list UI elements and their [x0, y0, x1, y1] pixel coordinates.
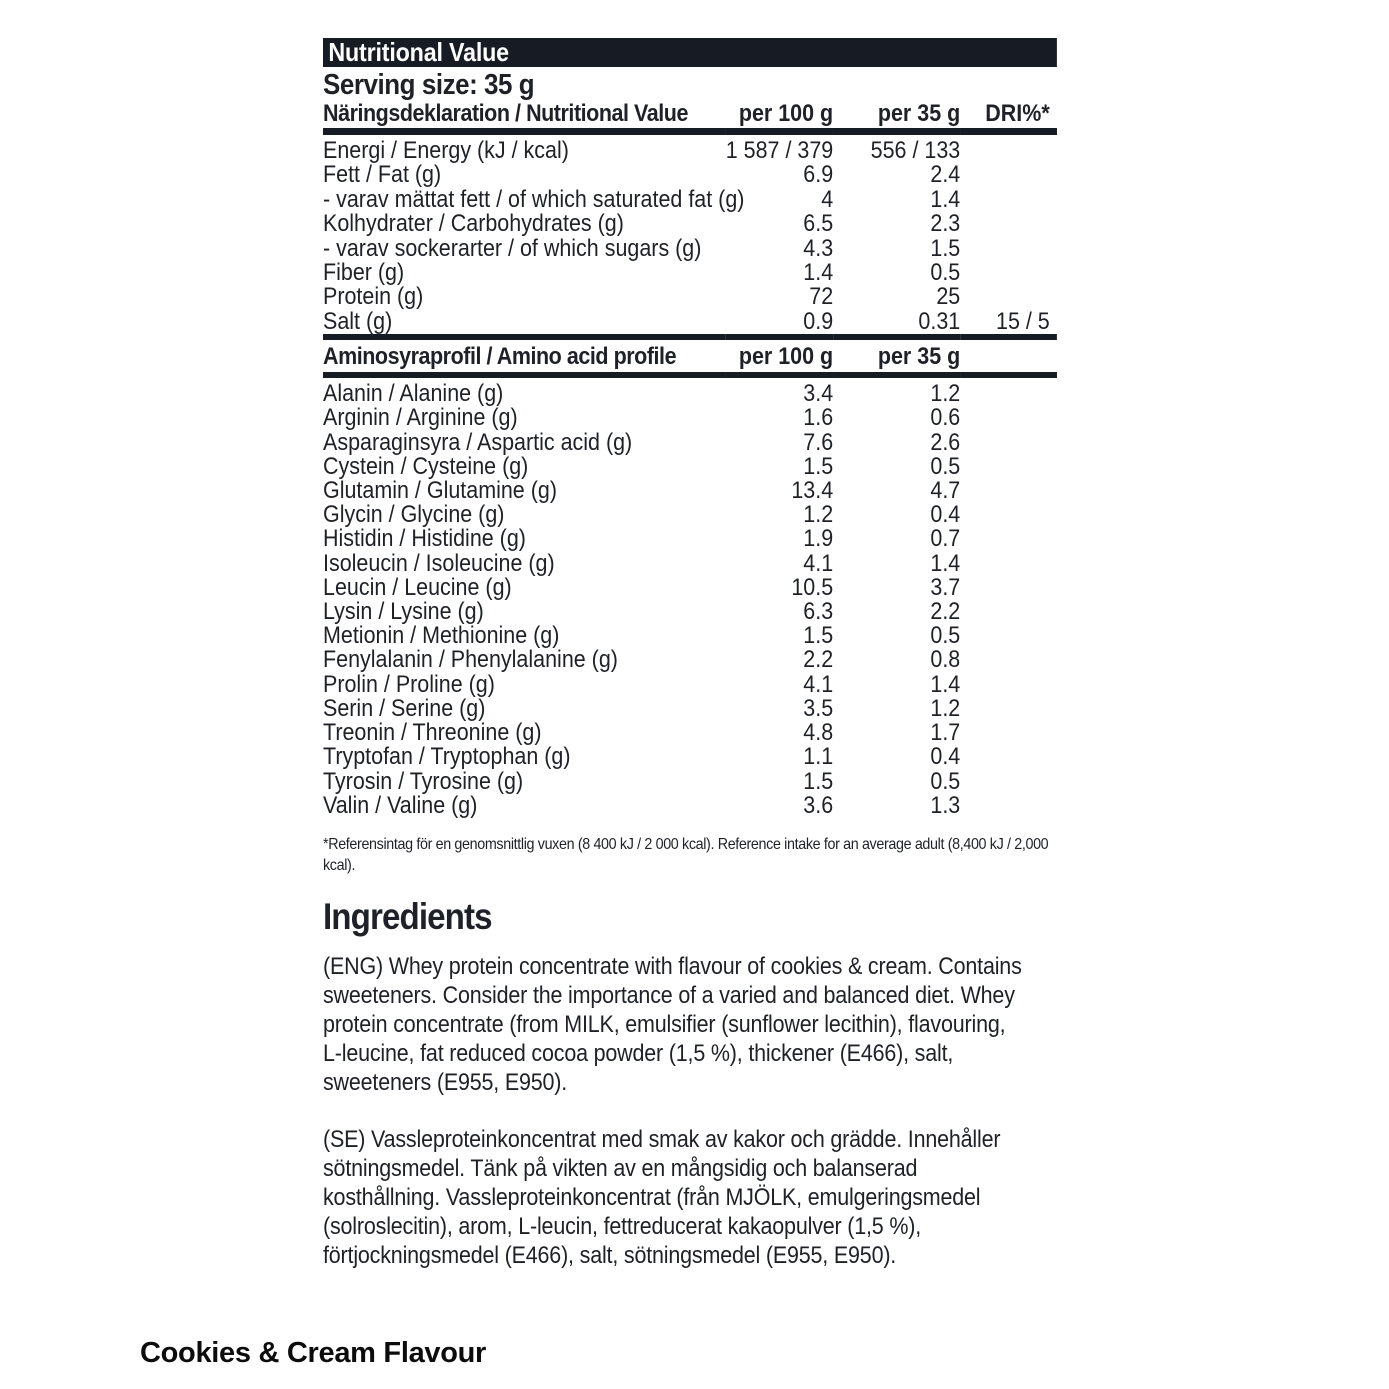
per35-value: 1.7	[930, 719, 961, 747]
table-row	[323, 794, 1057, 818]
dri-value	[960, 212, 1057, 236]
per35-value: 0.4	[930, 501, 961, 529]
table-row	[323, 576, 1057, 600]
per100-value: 4.3	[803, 234, 834, 262]
row-label: Glycin / Glycine (g)	[323, 501, 505, 529]
per35-value: 2.4	[930, 161, 961, 189]
table-row	[323, 406, 1057, 430]
row-label: Fett / Fat (g)	[323, 161, 442, 189]
per100-value: 7.6	[803, 428, 834, 456]
per100-value: 2.2	[803, 646, 834, 674]
row-label: - varav mättat fett / of which saturated fat (g)	[323, 185, 745, 213]
row-label: Cystein / Cysteine (g)	[323, 452, 529, 480]
row-label: Protein (g)	[323, 283, 424, 311]
per35-value: 0.8	[930, 646, 961, 674]
per35-value: 25	[936, 283, 961, 311]
ingredients-paragraph-eng: (ENG) Whey protein concentrate with flavour of cookies & cream. Contains sweeteners. Consider the importance of a varied and balanced diet. Whey protein concentrate (from MILK, emulsifier (sunflower lecithin), flavouring, L-leucine, fat reduced cocoa powder (1,5 %), thickener (E466), salt, sweeteners (E955, E950).	[323, 952, 1022, 1096]
row-label: Tyrosin / Tyrosine (g)	[323, 767, 524, 795]
per100-value: 3.4	[803, 380, 834, 408]
row-label: Serin / Serine (g)	[323, 694, 486, 722]
row-label: Histidin / Histidine (g)	[323, 525, 526, 553]
per35-value: 0.31	[918, 307, 961, 335]
per100-value: 1.4	[803, 259, 834, 287]
reference-intake-footnote: *Referensintag för en genomsnittlig vuxen (8 400 kJ / 2 000 kcal). Reference intake for an average adult (8,400 kJ / 2,000 kcal).	[323, 835, 1049, 874]
per100-value: 6.3	[803, 598, 834, 626]
per100-value: 1.5	[803, 452, 834, 480]
per35-value: 1.2	[930, 694, 961, 722]
per35-value: 2.3	[930, 210, 961, 238]
table-row	[323, 375, 1057, 406]
per35-value: 0.7	[930, 525, 961, 553]
row-label: Alanin / Alanine (g)	[323, 380, 504, 408]
per100-value: 1 587 / 379	[725, 137, 834, 164]
per100-value: 4.1	[803, 549, 834, 577]
nutrition-title-bar	[323, 38, 1057, 67]
per35-value: 1.5	[930, 234, 961, 262]
row-label: Tryptofan / Tryptophan (g)	[323, 743, 571, 771]
per100-value: 3.5	[803, 694, 834, 722]
per100-value: 6.5	[803, 210, 834, 238]
row-label: Energi / Energy (kJ / kcal)	[323, 137, 569, 164]
per100-value: 10.5	[791, 573, 834, 601]
nutrition-table-header	[323, 101, 1057, 132]
per100-value: 1.9	[803, 525, 834, 553]
table-row	[323, 261, 1057, 285]
per100-value: 72	[809, 283, 834, 311]
per35-value: 1.4	[930, 670, 961, 698]
per35-value: 4.7	[930, 477, 961, 505]
table-row	[323, 455, 1057, 479]
row-label: Salt (g)	[323, 307, 393, 335]
amino-table-header	[323, 337, 1057, 375]
amino-header-per35: per 35 g	[833, 337, 960, 375]
row-label: Glutamin / Glutamine (g)	[323, 477, 557, 505]
amino-header-per100: per 100 g	[726, 337, 833, 375]
table-row	[323, 673, 1057, 697]
dri-value	[960, 132, 1057, 164]
per35-value: 556 / 133	[870, 137, 961, 164]
table-row	[323, 697, 1057, 721]
per100-value: 3.6	[803, 791, 834, 819]
per35-value: 2.6	[930, 428, 961, 456]
per35-value: 0.5	[930, 767, 961, 795]
per35-value: 1.2	[930, 380, 961, 408]
row-label: Lysin / Lysine (g)	[323, 598, 484, 626]
row-label: Kolhydrater / Carbohydrates (g)	[323, 210, 624, 238]
table-row	[323, 745, 1057, 769]
per35-value: 3.7	[930, 573, 961, 601]
dri-value	[960, 261, 1057, 285]
per100-value: 6.9	[803, 161, 834, 189]
table-row	[323, 132, 1057, 164]
per35-value: 1.4	[930, 549, 961, 577]
per35-value: 1.3	[930, 791, 961, 819]
per35-value: 0.6	[930, 404, 961, 432]
row-label: Prolin / Proline (g)	[323, 670, 495, 698]
table-row	[323, 188, 1057, 212]
row-label: Metionin / Methionine (g)	[323, 622, 560, 650]
table-row	[323, 721, 1057, 745]
table-row	[323, 503, 1057, 527]
dri-value: 15 / 5	[995, 307, 1050, 335]
nutrition-table	[323, 101, 1057, 334]
amino-header-name: Aminosyraprofil / Amino acid profile	[323, 337, 726, 375]
table-row	[323, 237, 1057, 261]
per100-value: 13.4	[791, 477, 834, 505]
per35-value: 2.2	[930, 598, 961, 626]
row-label: Treonin / Threonine (g)	[323, 719, 542, 747]
per100-value: 1.5	[803, 622, 834, 650]
ingredients-heading: Ingredients	[323, 895, 492, 937]
ingredients-paragraph-se: (SE) Vassleproteinkoncentrat med smak av kakor och grädde. Innehåller sötningsmedel. Tänk på vikten av en mångsidig och balanserad kosthållning. Vassleproteinkoncentrat (från MJÖLK, emulgeringsmedel (solroslecitin), arom, L-leucin, fettreducerat kakaopulver (1,5 %), förtjockningsmedel (E466), salt, sötningsmedel (E955, E950).	[323, 1125, 1001, 1269]
dri-value	[960, 285, 1057, 309]
row-label: Leucin / Leucine (g)	[323, 573, 512, 601]
nutrition-label-content	[323, 38, 1057, 1270]
row-label: Fenylalanin / Phenylalanine (g)	[323, 646, 618, 674]
nutrition-title: Nutritional Value	[328, 37, 509, 67]
per35-value: 1.4	[930, 185, 961, 213]
table-row	[323, 431, 1057, 455]
row-label: Arginin / Arginine (g)	[323, 404, 518, 432]
per100-value: 1.5	[803, 767, 834, 795]
table-row	[323, 527, 1057, 551]
nutrition-header-per35: per 35 g	[833, 101, 960, 132]
per35-value: 0.5	[930, 452, 961, 480]
per35-value: 0.4	[930, 743, 961, 771]
table-row	[323, 770, 1057, 794]
dri-value	[960, 188, 1057, 212]
table-row	[323, 479, 1057, 503]
nutrition-label	[323, 38, 1163, 1270]
per100-value: 0.9	[803, 307, 834, 335]
per100-value: 1.6	[803, 404, 834, 432]
row-label: Valin / Valine (g)	[323, 791, 478, 819]
amino-header-spacer	[960, 337, 1057, 375]
per100-value: 1.2	[803, 501, 834, 529]
per35-value: 0.5	[930, 622, 961, 650]
row-label: Isoleucin / Isoleucine (g)	[323, 549, 555, 577]
amino-acid-table	[323, 334, 1057, 818]
nutrition-header-dri: DRI%*	[960, 101, 1057, 132]
per35-value: 0.5	[930, 259, 961, 287]
per100-value: 4.8	[803, 719, 834, 747]
flavour-title: Cookies & Cream Flavour	[140, 1337, 487, 1369]
per100-value: 1.1	[803, 743, 834, 771]
per100-value: 4.1	[803, 670, 834, 698]
per100-value: 4	[821, 185, 834, 213]
row-label: Fiber (g)	[323, 259, 405, 287]
dri-value	[960, 163, 1057, 187]
table-row	[323, 648, 1057, 672]
serving-size: Serving size: 35 g	[323, 69, 535, 101]
table-row	[323, 600, 1057, 624]
nutrition-header-per100: per 100 g	[726, 101, 833, 132]
table-row	[323, 624, 1057, 648]
dri-value	[960, 237, 1057, 261]
table-row	[323, 212, 1057, 236]
table-row	[323, 552, 1057, 576]
nutrition-header-name: Näringsdeklaration / Nutritional Value	[323, 101, 726, 132]
table-row	[323, 310, 1057, 334]
row-label: - varav sockerarter / of which sugars (g)	[323, 234, 702, 262]
table-row	[323, 285, 1057, 309]
table-row	[323, 163, 1057, 187]
row-label: Asparaginsyra / Aspartic acid (g)	[323, 428, 633, 456]
